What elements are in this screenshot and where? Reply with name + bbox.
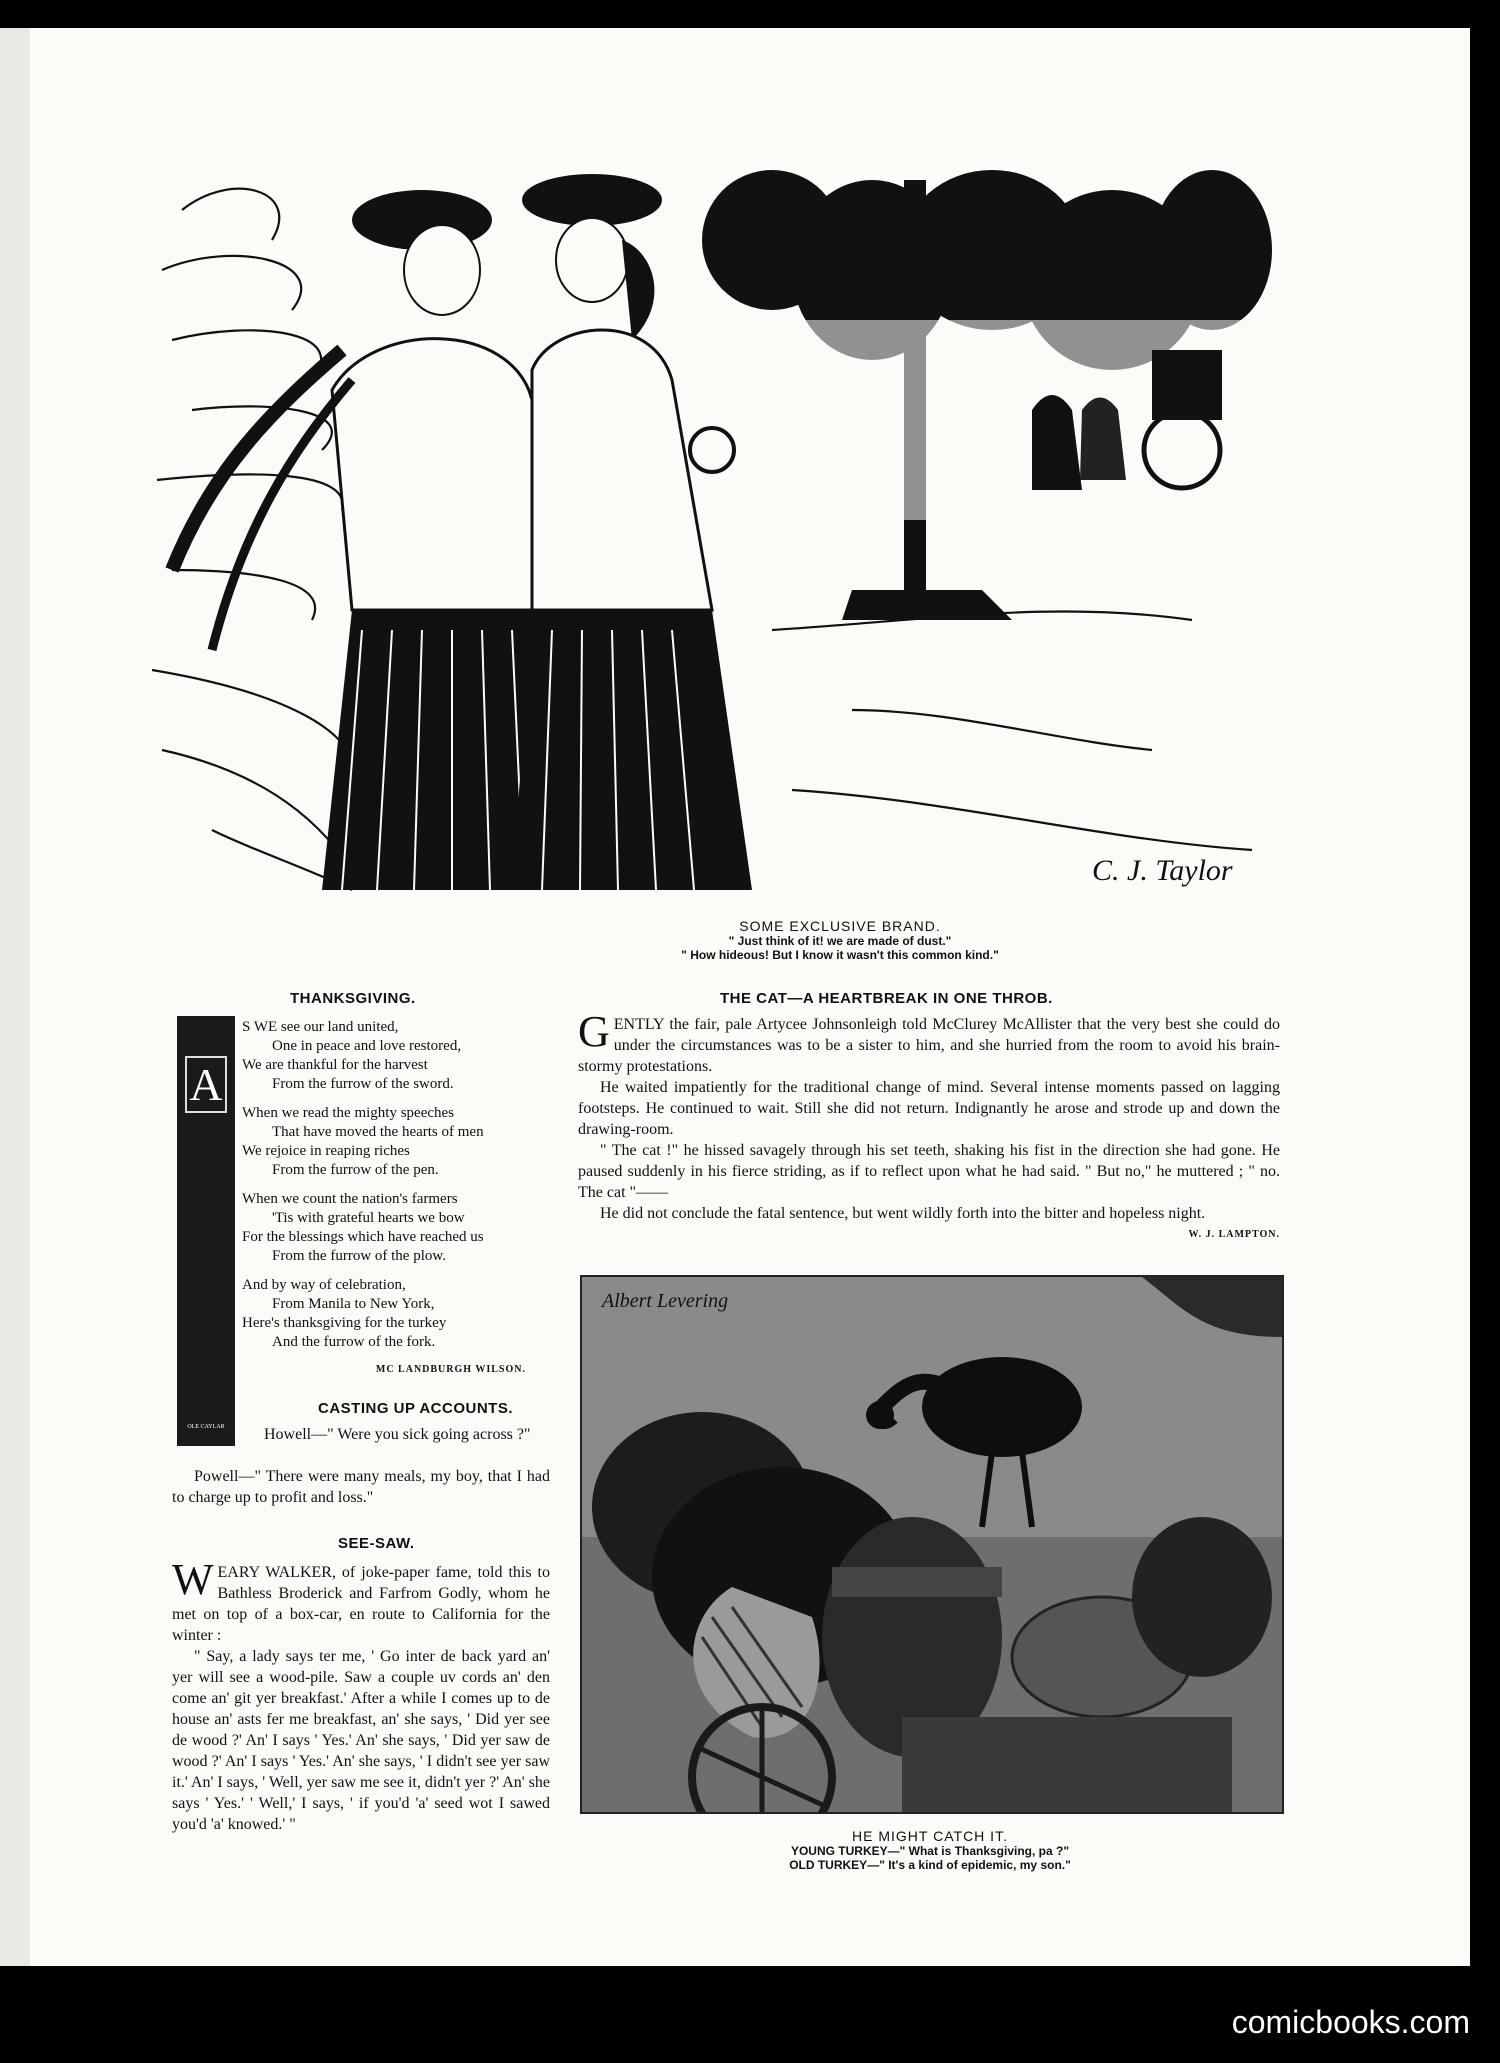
- seesaw-paragraph: " Say, a lady says ter me, ' Go inter de back yard an' yer will see a wood-pile. Saw a couple uv cords an' den come an' git yer breakfast.' After a while I comes up to de house an' asts fer me breakfast, an' she says, ' Did yer see de wood ?' An' I says ' Yes.' An' she says, ' Did yer saw de wood ?' An' I says ' Yes.' An' she says, ' I didn't see yer saw it.' An' I says, ' Well, yer saw me see it, didn't yer ?' An' she says ' Yes.' ' Well,' I says, ' if you'd 'a' seed wot I sawed you'd 'a' knowed.' ": [172, 1648, 550, 1833]
- caption-line: " How hideous! But I know it wasn't this common kind.": [681, 948, 999, 962]
- poem-line: From the furrow of the sword.: [272, 1076, 454, 1092]
- poem-line: From the furrow of the plow.: [272, 1248, 446, 1264]
- caption-title: SOME EXCLUSIVE BRAND.: [739, 918, 941, 934]
- poem-line: From Manila to New York,: [272, 1296, 435, 1312]
- site-watermark: comicbooks.com: [1231, 2004, 1470, 2040]
- top-caption: [560, 918, 1120, 962]
- poem-line: And by way of celebration,: [242, 1277, 406, 1293]
- poem-stanza: [242, 1104, 532, 1180]
- cat-heading: THE CAT—A HEARTBREAK IN ONE THROB.: [720, 990, 1053, 1007]
- thanksgiving-poem: [242, 1018, 532, 1362]
- drop-letter: A: [185, 1056, 227, 1113]
- casting-body-2: [172, 1466, 550, 1508]
- casting-line: Powell—" There were many meals, my boy, that I had to charge up to profit and loss.": [172, 1468, 550, 1506]
- drop-letter: W: [172, 1555, 214, 1604]
- caption-line: " Just think of it! we are made of dust.": [728, 934, 952, 948]
- artist-signature: C. J. Taylor: [1092, 854, 1233, 887]
- cat-author: W. J. LAMPTON.: [1188, 1229, 1280, 1240]
- poem-line: When we read the mighty speeches: [242, 1105, 454, 1121]
- drop-letter: G: [578, 1007, 610, 1056]
- caption-line: YOUNG TURKEY—" What is Thanksgiving, pa ?": [790, 1844, 1070, 1858]
- poem-line: When we count the nation's farmers: [242, 1191, 458, 1207]
- poem-stanza: [242, 1190, 532, 1266]
- thanksgiving-heading: THANKSGIVING.: [290, 990, 416, 1007]
- poem-line: We rejoice in reaping riches: [242, 1143, 410, 1159]
- poem-stanza: [242, 1276, 532, 1352]
- facing-page-edge: [0, 28, 32, 1966]
- casting-line: Howell—" Were you sick going across ?": [264, 1426, 531, 1443]
- cat-paragraph: He did not conclude the fatal sentence, but went wildly forth into the bitter and hopeless night.: [600, 1205, 1206, 1222]
- poem-line: From the furrow of the pen.: [272, 1162, 439, 1178]
- initial-label: OLE CAYLAR: [187, 1424, 225, 1430]
- poem-stanza: [242, 1018, 532, 1094]
- seesaw-body: [172, 1555, 550, 1835]
- poem-line: 'Tis with grateful hearts we bow: [272, 1210, 465, 1226]
- poem-line: That have moved the hearts of men: [272, 1124, 484, 1140]
- casting-body: [242, 1424, 550, 1445]
- poem-line: One in peace and love restored,: [272, 1038, 462, 1054]
- poem-line: S WE see our land united,: [242, 1019, 399, 1035]
- cat-paragraph: ENTLY the fair, pale Artycee Johnsonleigh told McClurey McAllister that the very best she could do under the circumstances was to be a sister to him, and she hurried from the room to avoid his brain-stormy protestations.: [578, 1016, 1280, 1075]
- casting-heading: CASTING UP ACCOUNTS.: [318, 1400, 514, 1417]
- cat-paragraph: He waited impatiently for the traditional change of mind. Several intense moments passed on lagging footsteps. He continued to wait. Still she did not return. Indignantly he arose and strode up and down the drawing-room.: [578, 1079, 1280, 1138]
- poem-line: We are thankful for the harvest: [242, 1057, 428, 1073]
- turkey-caption: [600, 1828, 1260, 1872]
- poem-line: For the blessings which have reached us: [242, 1229, 484, 1245]
- seesaw-paragraph: EARY WALKER, of joke-paper fame, told this to Bathless Broderick and Farfrom Godly, whom he met on top of a box-car, en route to California for the winter :: [172, 1564, 550, 1644]
- seesaw-heading: SEE-SAW.: [338, 1535, 415, 1552]
- artist-signature: Albert Levering: [602, 1290, 729, 1312]
- decorative-initial-A: [177, 1016, 235, 1446]
- cat-paragraph: " The cat !" he hissed savagely through his set teeth, shaking his fist in the direction she had gone. He paused suddenly in his fierce striding, as if to reflect upon what he had said. " But no," he muttered ; " no. The cat "——: [578, 1142, 1280, 1201]
- windy-women-illustration: [152, 150, 1280, 910]
- cat-body: [578, 1007, 1280, 1245]
- poem-line: And the furrow of the fork.: [272, 1334, 436, 1350]
- caption-line: OLD TURKEY—" It's a kind of epidemic, my son.": [789, 1858, 1071, 1872]
- poem-line: Here's thanksgiving for the turkey: [242, 1315, 447, 1331]
- poem-author: MC LANDBURGH WILSON.: [375, 1364, 526, 1375]
- turkeys-illustration: [580, 1275, 1284, 1814]
- caption-title: HE MIGHT CATCH IT.: [852, 1828, 1008, 1844]
